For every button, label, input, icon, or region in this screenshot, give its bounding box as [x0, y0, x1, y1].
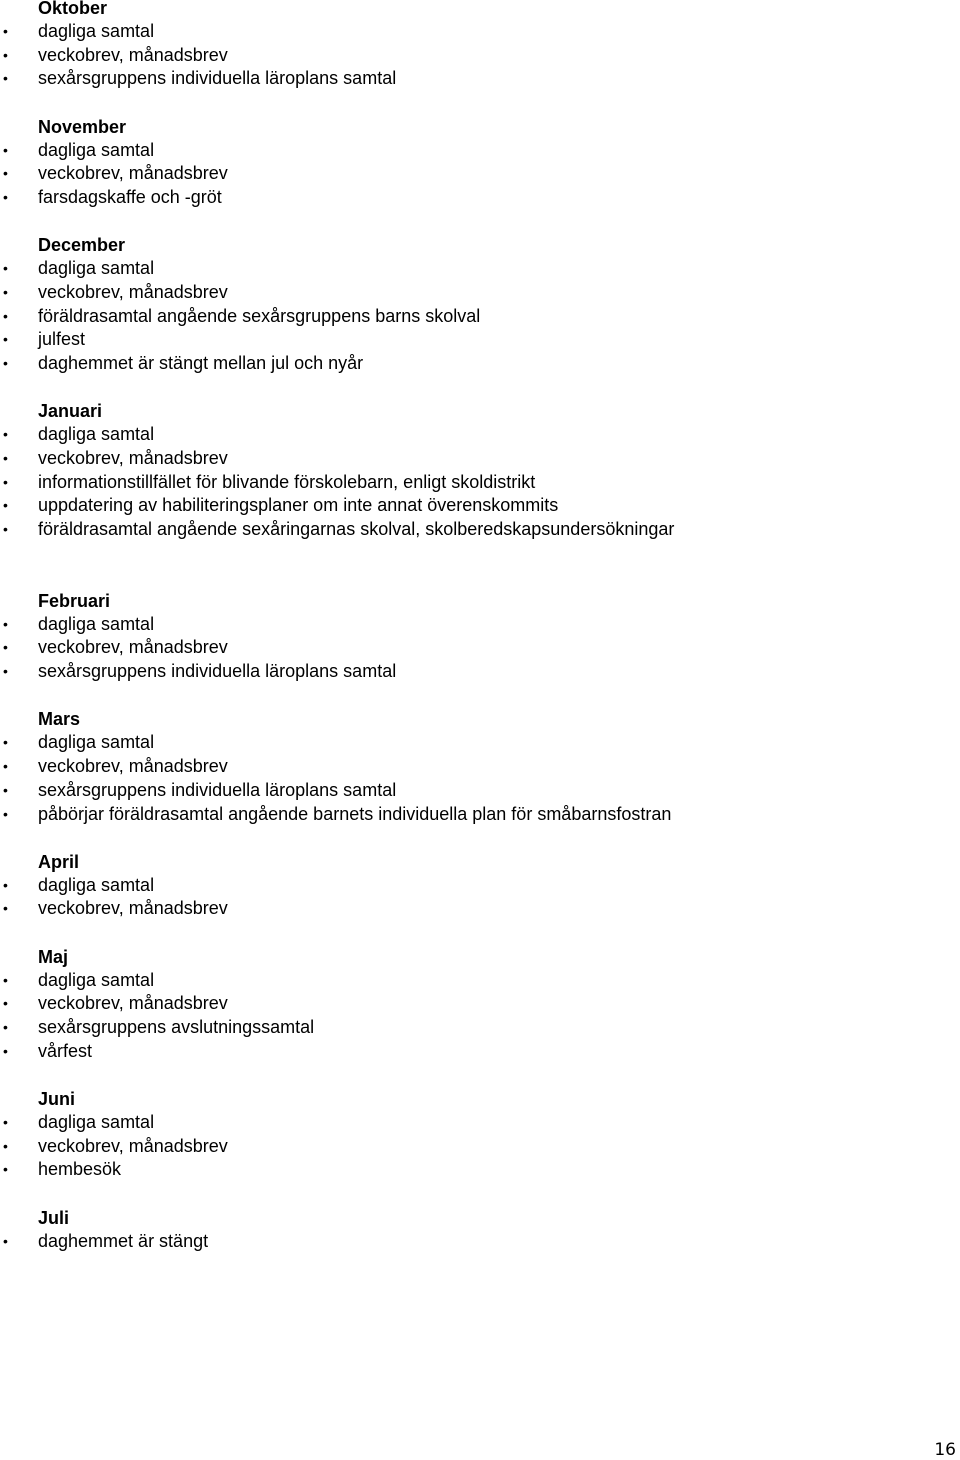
- bullet-icon: •: [3, 46, 8, 63]
- list-item: [0, 874, 960, 898]
- bullet-icon: •: [3, 473, 8, 490]
- section-spacer: [0, 1182, 960, 1206]
- list-item: [0, 44, 960, 68]
- list-item-text: påbörjar föräldrasamtal angående barnets individuella plan för småbarnsfostran: [38, 803, 672, 824]
- bullet-icon: •: [3, 734, 8, 751]
- bullet-icon: •: [3, 1042, 8, 1059]
- section-spacer: [0, 210, 960, 234]
- activity-list: [0, 139, 960, 210]
- list-item: [0, 305, 960, 329]
- list-item: [0, 660, 960, 684]
- bullet-icon: •: [3, 876, 8, 893]
- list-item: [0, 471, 960, 495]
- month-section: [0, 1087, 960, 1182]
- list-item: [0, 992, 960, 1016]
- bullet-icon: •: [3, 663, 8, 680]
- list-item: [0, 636, 960, 660]
- list-item-text: hembesök: [38, 1159, 122, 1180]
- activity-list: [0, 1111, 960, 1182]
- list-item-text: farsdagskaffe och -gröt: [38, 187, 222, 208]
- month-heading: Oktober: [38, 0, 108, 18]
- list-item-text: dagliga samtal: [38, 969, 155, 990]
- bullet-icon: •: [3, 260, 8, 277]
- list-item-text: veckobrev, månadsbrev: [38, 448, 228, 469]
- list-item: [0, 613, 960, 637]
- bullet-icon: •: [3, 70, 8, 87]
- month-section: [0, 707, 960, 826]
- bullet-icon: •: [3, 189, 8, 206]
- bullet-icon: •: [3, 1114, 8, 1131]
- month-heading: Februari: [38, 590, 111, 611]
- list-item: [0, 1135, 960, 1159]
- list-item: [0, 423, 960, 447]
- list-item-text: dagliga samtal: [38, 732, 155, 753]
- month-section: [0, 589, 960, 684]
- list-item-text: dagliga samtal: [38, 21, 155, 41]
- list-item-text: veckobrev, månadsbrev: [38, 282, 228, 302]
- month-heading: Mars: [38, 709, 81, 730]
- month-heading: December: [38, 235, 126, 256]
- list-item: [0, 755, 960, 779]
- list-item-text: veckobrev, månadsbrev: [38, 44, 228, 65]
- list-item: [0, 257, 960, 281]
- month-heading: April: [38, 851, 80, 872]
- activity-list: [0, 731, 960, 826]
- list-item: [0, 20, 960, 44]
- bullet-icon: •: [3, 995, 8, 1012]
- bullet-icon: •: [3, 497, 8, 514]
- list-item-text: julfest: [38, 329, 86, 350]
- month-heading: November: [38, 116, 127, 137]
- list-item: [0, 1158, 960, 1182]
- list-item: [0, 897, 960, 921]
- list-item: [0, 1040, 960, 1064]
- list-item-text: föräldrasamtal angående sexårsgruppens barns skolval: [38, 305, 481, 326]
- activity-list: [0, 969, 960, 1064]
- section-spacer: [0, 91, 960, 115]
- list-item: [0, 1111, 960, 1135]
- bullet-icon: •: [3, 450, 8, 467]
- list-item: [0, 67, 960, 91]
- month-section: [0, 115, 960, 210]
- bullet-icon: •: [3, 639, 8, 656]
- bullet-icon: •: [3, 1232, 8, 1249]
- section-spacer: [0, 376, 960, 400]
- month-section: [0, 399, 960, 541]
- list-item: [0, 518, 960, 542]
- bullet-icon: •: [3, 615, 8, 632]
- list-item: [0, 494, 960, 518]
- month-heading: Maj: [38, 946, 69, 967]
- list-item-text: vårfest: [38, 1040, 93, 1061]
- section-spacer: [0, 542, 960, 589]
- activity-list: [0, 20, 960, 91]
- month-section: [0, 850, 960, 921]
- list-item: [0, 779, 960, 803]
- list-item-text: veckobrev, månadsbrev: [38, 756, 228, 777]
- list-item: [0, 731, 960, 755]
- bullet-icon: •: [3, 521, 8, 538]
- list-item: [0, 139, 960, 163]
- bullet-icon: •: [3, 971, 8, 988]
- list-item-text: sexårsgruppens individuella läroplans samtal: [38, 779, 397, 800]
- activity-list: [0, 874, 960, 921]
- list-item-text: dagliga samtal: [38, 139, 155, 160]
- bullet-icon: •: [3, 1019, 8, 1036]
- bullet-icon: •: [3, 284, 8, 300]
- bullet-icon: •: [3, 758, 8, 775]
- bullet-icon: •: [3, 1137, 8, 1154]
- list-item-text: veckobrev, månadsbrev: [38, 637, 228, 658]
- list-item: [0, 447, 960, 471]
- bullet-icon: •: [3, 355, 8, 372]
- list-item: [0, 328, 960, 352]
- activity-list: [0, 613, 960, 684]
- bullet-icon: •: [3, 900, 8, 917]
- month-section: [0, 1206, 960, 1254]
- list-item: [0, 969, 960, 993]
- section-spacer: [0, 826, 960, 850]
- month-heading: Juli: [38, 1207, 70, 1228]
- page-number: 16: [934, 1440, 956, 1460]
- list-item-text: veckobrev, månadsbrev: [38, 163, 228, 184]
- list-item-text: dagliga samtal: [38, 258, 155, 279]
- list-item-text: dagliga samtal: [38, 874, 155, 895]
- list-item-text: dagliga samtal: [38, 424, 155, 445]
- month-heading: Juni: [38, 1089, 76, 1110]
- list-item-text: sexårsgruppens individuella läroplans samtal: [38, 68, 397, 89]
- list-item: [0, 162, 960, 186]
- month-section: [0, 233, 960, 375]
- list-item-text: uppdatering av habiliteringsplaner om inte annat överenskommits: [38, 495, 559, 516]
- list-item: [0, 186, 960, 210]
- list-item-text: sexårsgruppens individuella läroplans samtal: [38, 661, 397, 682]
- list-item: [0, 281, 960, 305]
- list-item: [0, 1016, 960, 1040]
- section-spacer: [0, 1064, 960, 1088]
- section-spacer: [0, 921, 960, 945]
- list-item-text: daghemmet är stängt: [38, 1230, 209, 1251]
- list-item: [0, 352, 960, 376]
- month-section: [0, 945, 960, 1064]
- bullet-icon: •: [3, 165, 8, 182]
- bullet-icon: •: [3, 23, 8, 39]
- bullet-icon: •: [3, 1161, 8, 1178]
- list-item-text: informationstillfället för blivande förskolebarn, enligt skoldistrikt: [38, 471, 536, 492]
- list-item-text: daghemmet är stängt mellan jul och nyår: [38, 353, 364, 374]
- bullet-icon: •: [3, 307, 8, 324]
- section-spacer: [0, 684, 960, 708]
- list-item-text: dagliga samtal: [38, 1112, 155, 1133]
- bullet-icon: •: [3, 426, 8, 443]
- activity-list: [0, 423, 960, 541]
- month-section: [0, 0, 960, 91]
- activity-list: [0, 257, 960, 375]
- list-item-text: dagliga samtal: [38, 613, 155, 634]
- list-item-text: veckobrev, månadsbrev: [38, 898, 228, 919]
- activity-list: [0, 1230, 960, 1254]
- list-item: [0, 803, 960, 827]
- list-item-text: föräldrasamtal angående sexåringarnas skolval, skolberedskapsundersökningar: [38, 519, 675, 540]
- month-heading: Januari: [38, 401, 103, 422]
- list-item-text: sexårsgruppens avslutningssamtal: [38, 1017, 315, 1038]
- list-item: [0, 1230, 960, 1254]
- bullet-icon: •: [3, 781, 8, 798]
- bullet-icon: •: [3, 141, 8, 158]
- list-item-text: veckobrev, månadsbrev: [38, 993, 228, 1014]
- list-item-text: veckobrev, månadsbrev: [38, 1135, 228, 1156]
- bullet-icon: •: [3, 805, 8, 822]
- bullet-icon: •: [3, 331, 8, 348]
